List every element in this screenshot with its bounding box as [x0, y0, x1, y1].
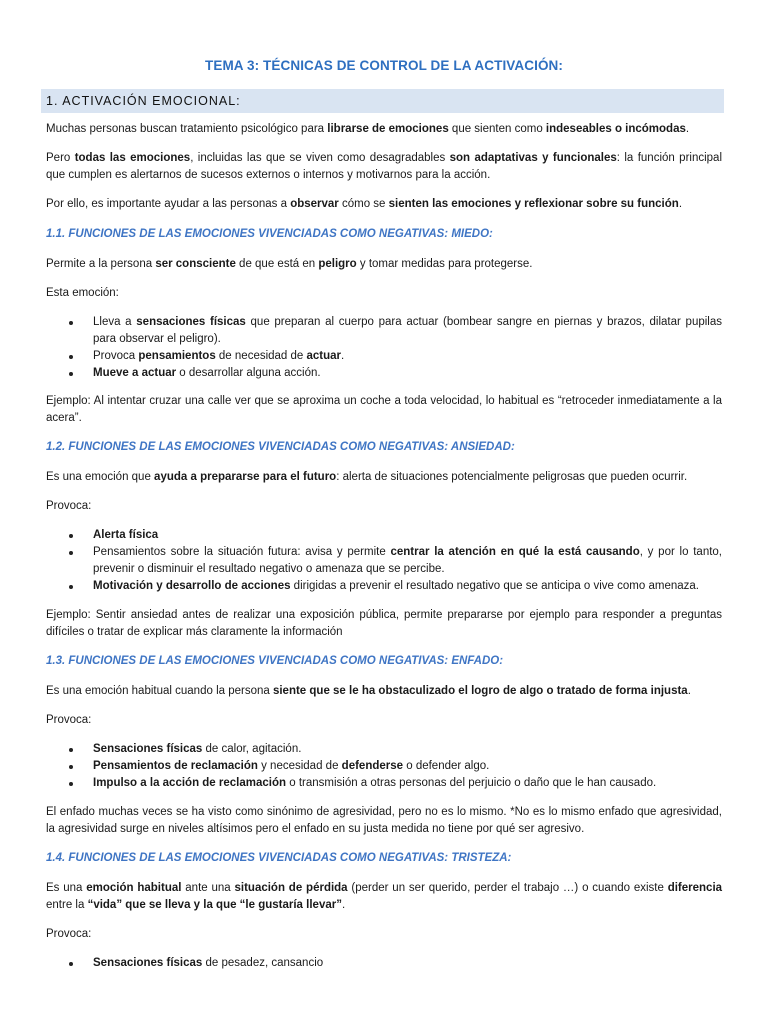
enfado-intro-list	[46, 712, 722, 729]
bullet-icon	[69, 585, 73, 589]
ansiedad-example	[46, 607, 722, 641]
bold-text: Impulso a la acción de reclamación	[93, 777, 287, 789]
enfado-bullet-list	[46, 741, 722, 792]
bold-text: observar	[290, 198, 339, 210]
bold-text: emoción habitual	[86, 882, 182, 894]
bold-text: pensamientos	[138, 350, 216, 362]
text-run: Es una	[46, 882, 87, 894]
bold-text: defenderse	[341, 760, 404, 772]
miedo-bullet-list	[46, 314, 722, 382]
miedo-paragraph	[46, 256, 722, 273]
list-item	[46, 775, 722, 792]
bold-text: librarse de emociones	[327, 123, 449, 135]
text-run: Provoca:	[46, 500, 92, 512]
text-run: Es una emoción que	[46, 471, 155, 483]
list-item	[46, 348, 722, 365]
bullet-icon	[69, 372, 73, 376]
bold-text: Alerta física	[93, 529, 159, 541]
text-run: Esta emoción:	[46, 287, 119, 299]
text-run: Permite a la persona	[46, 258, 156, 270]
text-run: o defender algo.	[403, 760, 490, 772]
bullet-icon	[69, 748, 73, 752]
text-run: de pesadez, cansancio	[202, 957, 324, 969]
text-run: Provoca:	[46, 928, 92, 940]
page-title: TEMA 3: TÉCNICAS DE CONTROL DE LA ACTIVACIÓN:	[205, 58, 563, 73]
text-run: Provoca:	[46, 714, 92, 726]
bold-text: Mueve a actuar	[93, 367, 177, 379]
intro-paragraph-2	[46, 150, 722, 184]
text-run: Por ello, es importante ayudar a las personas a	[46, 198, 291, 210]
text-run: Es una emoción habitual cuando la persona	[46, 685, 273, 697]
tristeza-paragraph	[46, 880, 722, 914]
bold-text: siente que se le ha obstaculizado el logro de algo o tratado de forma injusta	[272, 685, 688, 697]
bold-text: peligro	[318, 258, 357, 270]
bullet-icon	[69, 765, 73, 769]
text-run: Muchas personas buscan tratamiento psicológico para	[46, 123, 328, 135]
text-run: o transmisión a otras personas del perjuicio o daño que le han causado.	[286, 777, 657, 789]
bold-text: sienten las emociones y reflexionar sobre su función	[388, 198, 679, 210]
intro-paragraph-1	[46, 121, 722, 138]
text-run: .	[341, 899, 346, 911]
ansiedad-paragraph	[46, 469, 722, 486]
subheading-enfado: 1.3. FUNCIONES DE LAS EMOCIONES VIVENCIADAS COMO NEGATIVAS: ENFADO:	[46, 655, 504, 667]
text-run: de que está en	[235, 258, 319, 270]
list-item	[46, 578, 722, 595]
miedo-intro-list	[46, 285, 722, 302]
text-run: Provoca	[93, 350, 139, 362]
text-run: : alerta de situaciones potencialmente peligrosas que pueden ocurrir.	[336, 471, 688, 483]
bold-text: actuar	[306, 350, 342, 362]
list-item	[46, 527, 722, 544]
text-run: , incluidas las que se viven como desagradables	[190, 152, 450, 164]
text-run: : la función principal que cumplen es alertarnos de sucesos externos o internos y motivarnos para la acción.	[46, 152, 722, 181]
list-item	[46, 544, 722, 578]
text-run: , y por lo tanto, prevenir o disminuir el resultado negativo o amenaza que se percibe.	[93, 546, 723, 575]
tristeza-intro-list	[46, 926, 722, 943]
text-run: dirigidas a prevenir el resultado negativo que se anticipa o vive como amenaza.	[290, 580, 699, 592]
bold-text: Sensaciones físicas	[93, 743, 203, 755]
list-item	[46, 741, 722, 758]
bold-text: situación de pérdida	[234, 882, 348, 894]
miedo-example	[46, 393, 722, 427]
text-run: Pero	[46, 152, 75, 164]
text-run: que preparan al cuerpo para actuar (bombear sangre en piernas y brazos, dilatar pupilas para observar el peligro).	[93, 316, 722, 345]
bullet-icon	[69, 551, 73, 555]
text-run: .	[685, 123, 690, 135]
bold-text: sensaciones físicas	[136, 316, 246, 328]
section-heading: 1. ACTIVACIÓN EMOCIONAL:	[46, 94, 241, 108]
bullet-icon	[69, 962, 73, 966]
text-run: y necesidad de	[257, 760, 342, 772]
section-heading-bar	[41, 89, 724, 113]
bold-text: ayuda a prepararse para el futuro	[154, 471, 337, 483]
text-run: El enfado muchas veces se ha visto como sinónimo de agresividad, pero no es lo mismo. *No es lo mismo enfado que agresividad, la agresividad surge en niveles altísimos pero el enfado en su justa medida no tiene por qué ser agresivo.	[46, 806, 722, 835]
bullet-icon	[69, 534, 73, 538]
text-run: .	[678, 198, 683, 210]
list-item	[46, 365, 722, 382]
bold-text: indeseables o incómodas	[545, 123, 686, 135]
text-run: de calor, agitación.	[202, 743, 302, 755]
bold-text: todas las emociones	[74, 152, 191, 164]
bold-text: son adaptativas y funcionales	[449, 152, 617, 164]
text-run: Lleva a	[93, 316, 137, 328]
text-run: (perder un ser querido, perder el trabajo …) o cuando existe	[347, 882, 668, 894]
subheading-miedo: 1.1. FUNCIONES DE LAS EMOCIONES VIVENCIADAS COMO NEGATIVAS: MIEDO:	[46, 228, 493, 240]
text-run: .	[687, 685, 691, 697]
bold-text: ser consciente	[155, 258, 236, 270]
list-item	[46, 758, 722, 775]
text-run: entre la	[46, 899, 88, 911]
text-run: ante una	[181, 882, 235, 894]
bullet-icon	[69, 782, 73, 786]
text-run: de necesidad de	[215, 350, 307, 362]
tristeza-bullet-list	[46, 955, 722, 972]
text-run: .	[341, 350, 345, 362]
list-item	[46, 314, 722, 348]
text-run: Pensamientos sobre la situación futura: avisa y permite	[93, 546, 391, 558]
subheading-ansiedad: 1.2. FUNCIONES DE LAS EMOCIONES VIVENCIADAS COMO NEGATIVAS: ANSIEDAD:	[46, 441, 515, 453]
text-run: Ejemplo: Sentir ansiedad antes de realizar una exposición pública, permite prepararse por ejemplo para responder a preguntas difíciles o tratar de explicar más claramente la información	[46, 609, 722, 638]
bold-text: “vida” que se lleva y la que “le gustaría llevar”	[87, 899, 342, 911]
bold-text: diferencia	[667, 882, 723, 894]
bullet-icon	[69, 355, 73, 359]
ansiedad-bullet-list	[46, 527, 722, 595]
enfado-note	[46, 804, 722, 838]
bold-text: Pensamientos de reclamación	[93, 760, 258, 772]
intro-paragraph-3	[46, 196, 722, 213]
bold-text: Sensaciones físicas	[93, 957, 203, 969]
text-run: o desarrollar alguna acción.	[176, 367, 321, 379]
text-run: que sienten como	[448, 123, 546, 135]
text-run: Ejemplo: Al intentar cruzar una calle ver que se aproxima un coche a toda velocidad, lo habitual es “retroceder inmediatamente a la acera”.	[46, 395, 722, 424]
enfado-paragraph	[46, 683, 722, 700]
ansiedad-intro-list	[46, 498, 722, 515]
text-run: y tomar medidas para protegerse.	[356, 258, 533, 270]
subheading-tristeza: 1.4. FUNCIONES DE LAS EMOCIONES VIVENCIADAS COMO NEGATIVAS: TRISTEZA:	[46, 852, 512, 864]
bullet-icon	[69, 321, 73, 325]
list-item	[46, 955, 722, 972]
bold-text: centrar la atención en qué la está causando	[390, 546, 640, 558]
bold-text: Motivación y desarrollo de acciones	[93, 580, 291, 592]
text-run: cómo se	[338, 198, 389, 210]
